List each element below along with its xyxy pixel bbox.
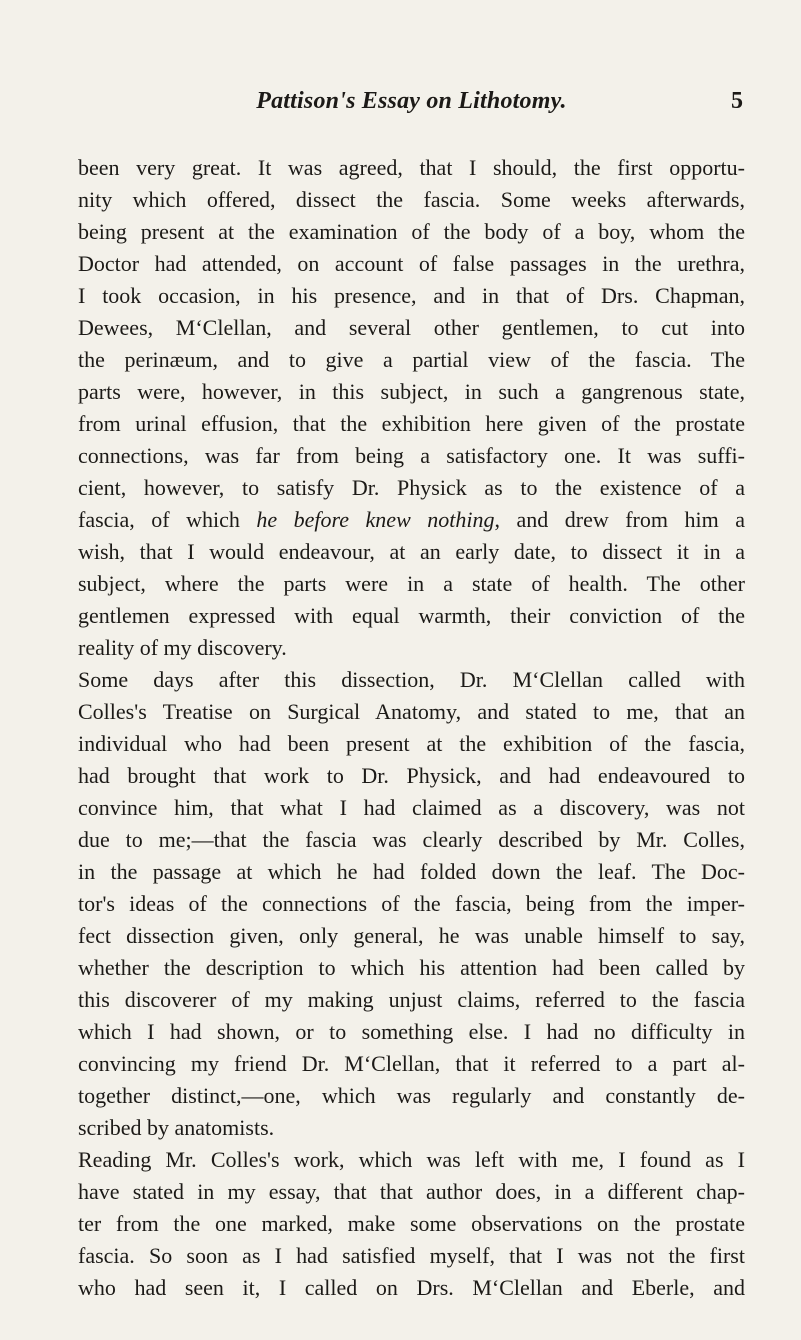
text-line: cient, however, to satisfy Dr. Physick as to the existence of a xyxy=(78,475,745,500)
text-line: subject, where the parts were in a state of health. The other xyxy=(78,571,745,596)
text-line: convince him, that what I had claimed as a discovery, was not xyxy=(78,795,745,820)
text-line: been very great. It was agreed, that I should, the first opportu- xyxy=(78,155,745,180)
text-line: fascia. So soon as I had satisfied myself, that I was not the first xyxy=(78,1243,745,1268)
text-line: Dewees, M‘Clellan, and several other gentlemen, to cut into xyxy=(78,315,745,340)
running-title: Pattison's Essay on Lithotomy. xyxy=(256,88,567,114)
body-text xyxy=(78,152,745,1304)
paragraph-2 xyxy=(78,664,745,1144)
text-line-with-italic xyxy=(78,504,745,536)
text-line: Colles's Treatise on Surgical Anatomy, and stated to me, that an xyxy=(78,699,745,724)
text-line: connections, was far from being a satisfactory one. It was suffi- xyxy=(78,443,745,468)
text-line: who had seen it, I called on Drs. M‘Clellan and Eberle, and xyxy=(78,1275,745,1300)
page-header xyxy=(78,88,745,124)
text-line: which I had shown, or to something else. I had no difficulty in xyxy=(78,1019,745,1044)
text-line: I took occasion, in his presence, and in that of Drs. Chapman, xyxy=(78,283,745,308)
paragraph-1 xyxy=(78,152,745,664)
text-segment: fascia, of which xyxy=(78,507,257,532)
text-line: being present at the examination of the body of a boy, whom the xyxy=(78,219,745,244)
text-line: in the passage at which he had folded down the leaf. The Doc- xyxy=(78,859,745,884)
text-segment: , and drew from him a xyxy=(494,507,745,532)
text-line: due to me;—that the fascia was clearly described by Mr. Colles, xyxy=(78,827,745,852)
italic-phrase: he before knew nothing xyxy=(256,507,495,532)
text-line: nity which offered, dissect the fascia. Some weeks afterwards, xyxy=(78,187,745,212)
page-number: 5 xyxy=(731,88,743,114)
text-line: parts were, however, in this subject, in such a gangrenous state, xyxy=(78,379,745,404)
text-line: Reading Mr. Colles's work, which was left with me, I found as I xyxy=(78,1147,745,1172)
text-line: whether the description to which his attention had been called by xyxy=(78,955,745,980)
text-line: have stated in my essay, that that author does, in a different chap- xyxy=(78,1179,745,1204)
text-line: had brought that work to Dr. Physick, and had endeavoured to xyxy=(78,763,745,788)
text-line: Some days after this dissection, Dr. M‘Clellan called with xyxy=(78,667,745,692)
text-line: fect dissection given, only general, he was unable himself to say, xyxy=(78,923,745,948)
text-line: ter from the one marked, make some observations on the prostate xyxy=(78,1211,745,1236)
text-line: reality of my discovery. xyxy=(78,635,287,660)
text-line: individual who had been present at the exhibition of the fascia, xyxy=(78,731,745,756)
text-line: from urinal effusion, that the exhibition here given of the prostate xyxy=(78,411,745,436)
text-line: tor's ideas of the connections of the fascia, being from the imper- xyxy=(78,891,745,916)
text-line: scribed by anatomists. xyxy=(78,1115,275,1140)
text-line: this discoverer of my making unjust claims, referred to the fascia xyxy=(78,987,745,1012)
text-line: gentlemen expressed with equal warmth, their conviction of the xyxy=(78,603,745,628)
text-line: Doctor had attended, on account of false passages in the urethra, xyxy=(78,251,745,276)
text-line: the perinæum, and to give a partial view of the fascia. The xyxy=(78,347,745,372)
text-line: together distinct,—one, which was regularly and constantly de- xyxy=(78,1083,745,1108)
text-line: wish, that I would endeavour, at an early date, to dissect it in a xyxy=(78,539,745,564)
text-line: convincing my friend Dr. M‘Clellan, that it referred to a part al- xyxy=(78,1051,745,1076)
paragraph-3 xyxy=(78,1144,745,1304)
